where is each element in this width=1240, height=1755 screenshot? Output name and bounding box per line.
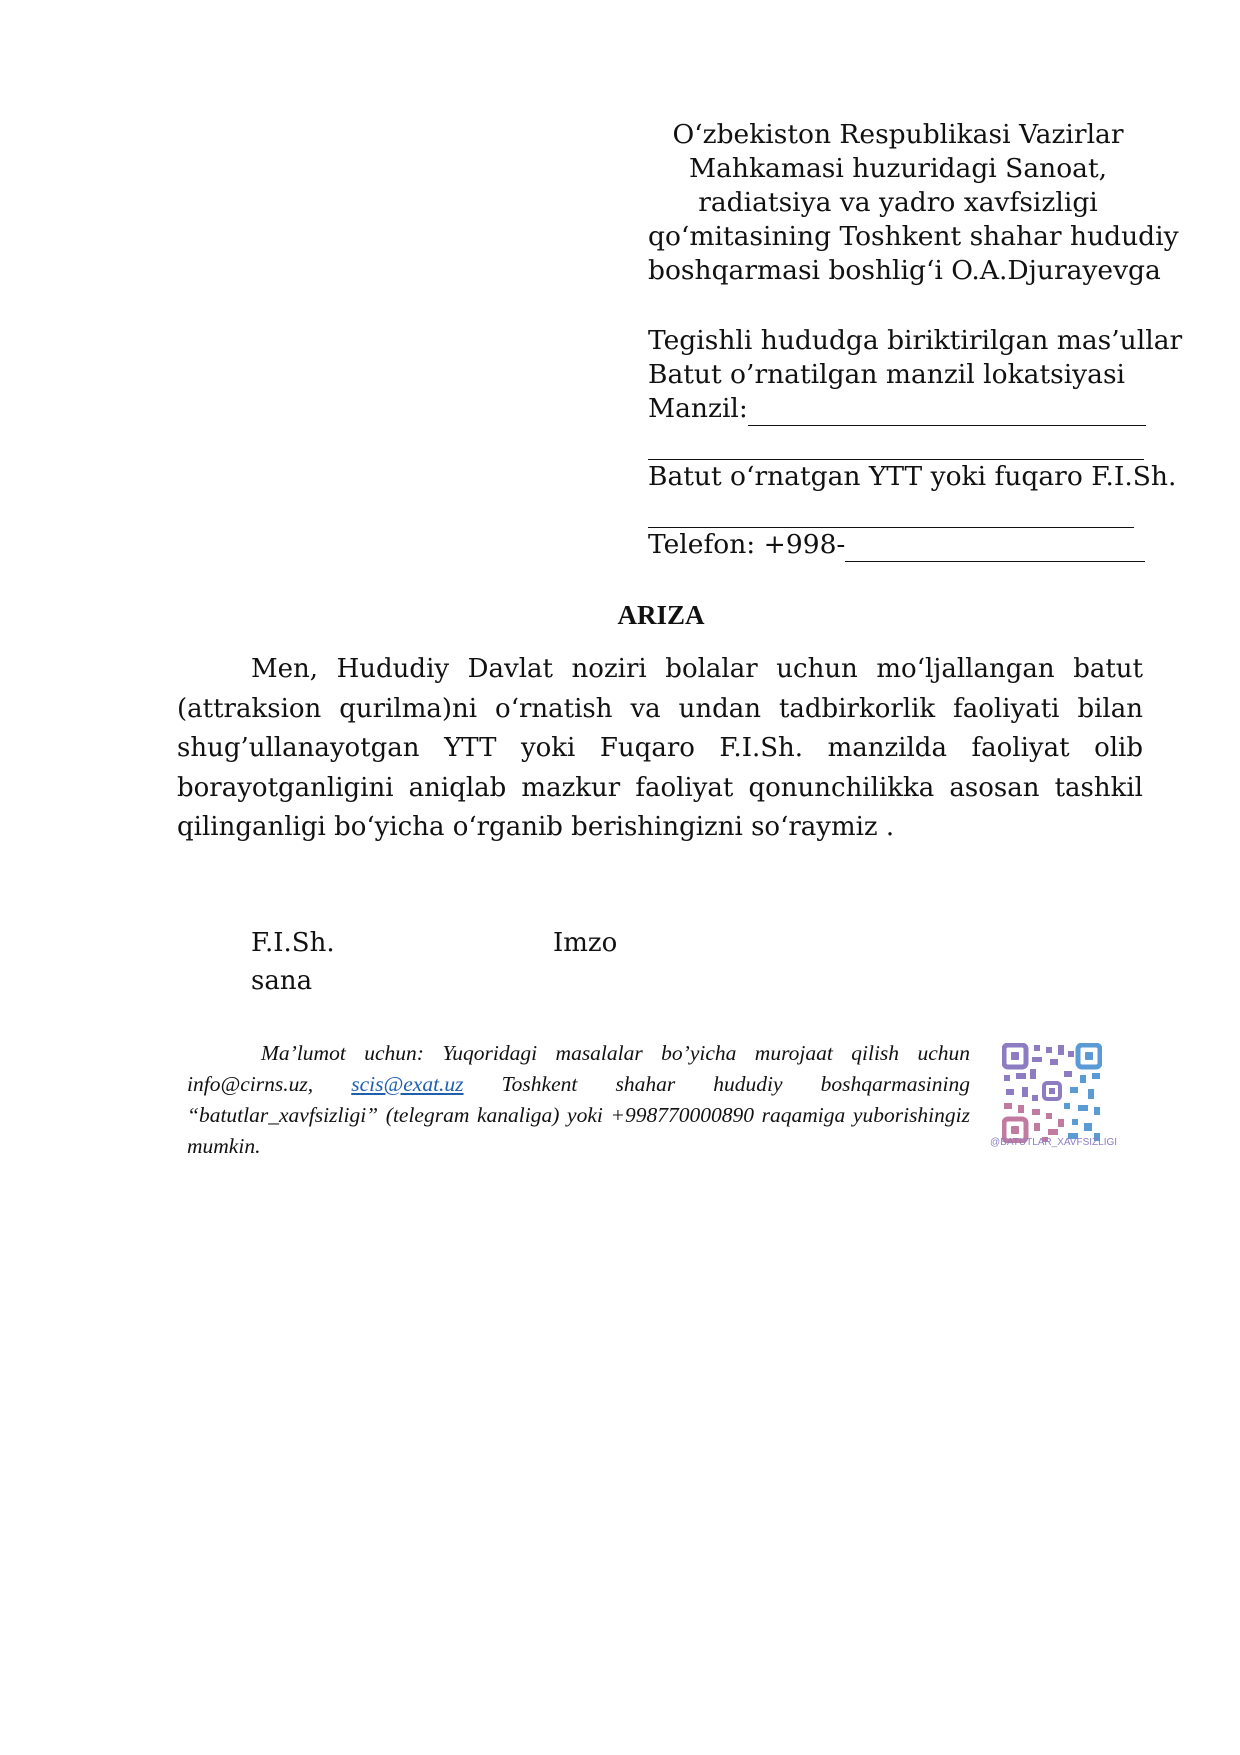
location-line [648, 358, 1148, 392]
info-note [187, 1038, 970, 1162]
phone-field[interactable] [648, 528, 1148, 562]
addressee-line: Mahkamasi huzuridagi Sanoat, [688, 153, 1108, 184]
phone-label: Telefon: +998- [648, 529, 846, 560]
owner-label: Batut o‘rnatgan YTT yoki fuqaro F.I.Sh. [648, 461, 1177, 492]
address-blank[interactable] [748, 399, 1146, 426]
addressee-line: radiatsiya va yadro xavfsizligi [698, 187, 1098, 218]
date-label: sana [251, 966, 313, 996]
email-link[interactable]: scis@exat.uz [351, 1072, 464, 1096]
responsible-line [648, 324, 1183, 358]
addressee-line: O‘zbekiston Respublikasi Vazirlar [672, 119, 1124, 150]
note-text: Ma’lumot uchun: Yuqoridagi masalalar bo’yicha murojaat qilish uchun info@cirns.uz, [187, 1041, 970, 1096]
owner-field[interactable] [648, 494, 1148, 528]
signature-label: Imzo [553, 928, 618, 958]
qr-code-icon[interactable] [1002, 1043, 1102, 1143]
owner-line [648, 460, 1177, 494]
responsible-text: Tegishli hududga biriktirilgan mas’ullar [648, 325, 1183, 356]
qr-caption: @BATUTLAR_XAVFSIZLIGI [990, 1137, 1118, 1148]
document-title: ARIZA [617, 600, 705, 630]
location-text: Batut o’rnatilgan manzil lokatsiyasi [648, 359, 1126, 390]
addressee-line: boshqarmasi boshlig‘i O.A.Djurayevga [648, 255, 1161, 286]
name-label: F.I.Sh. [251, 928, 335, 958]
phone-blank[interactable] [845, 535, 1145, 562]
addressee-line: qo‘mitasining Toshkent shahar hududiy [648, 221, 1179, 252]
owner-blank[interactable] [648, 501, 1134, 528]
address-blank-2[interactable] [648, 433, 1144, 460]
note-text-continued: Toshkent shahar hududiy boshqarmasining “batutlar_xavfsizligi” (telegram kanaliga) yoki +998770000890 raqamiga yuborishingiz mumkin. [187, 1072, 971, 1158]
address-field-continued[interactable] [648, 426, 1148, 460]
applicant-fields [648, 324, 1183, 562]
address-field[interactable] [648, 392, 1148, 426]
application-body: Men, Hududiy Davlat noziri bolalar uchun mo‘ljallangan batut (attraksion qurilma)ni o‘rnatish va undan tadbirkorlik faoliyati bilan shug’ullanayotgan YTT yoki Fuqaro F.I.Sh. manzilda faoliyat olib borayotganligini aniqlab mazkur faoliyat qonunchilikka asosan tashkil qilinganligi bo‘yicha o‘rganib berishingizni so‘raymiz . [177, 654, 1143, 842]
address-label: Manzil: [648, 393, 748, 424]
addressee-block [648, 118, 1179, 288]
